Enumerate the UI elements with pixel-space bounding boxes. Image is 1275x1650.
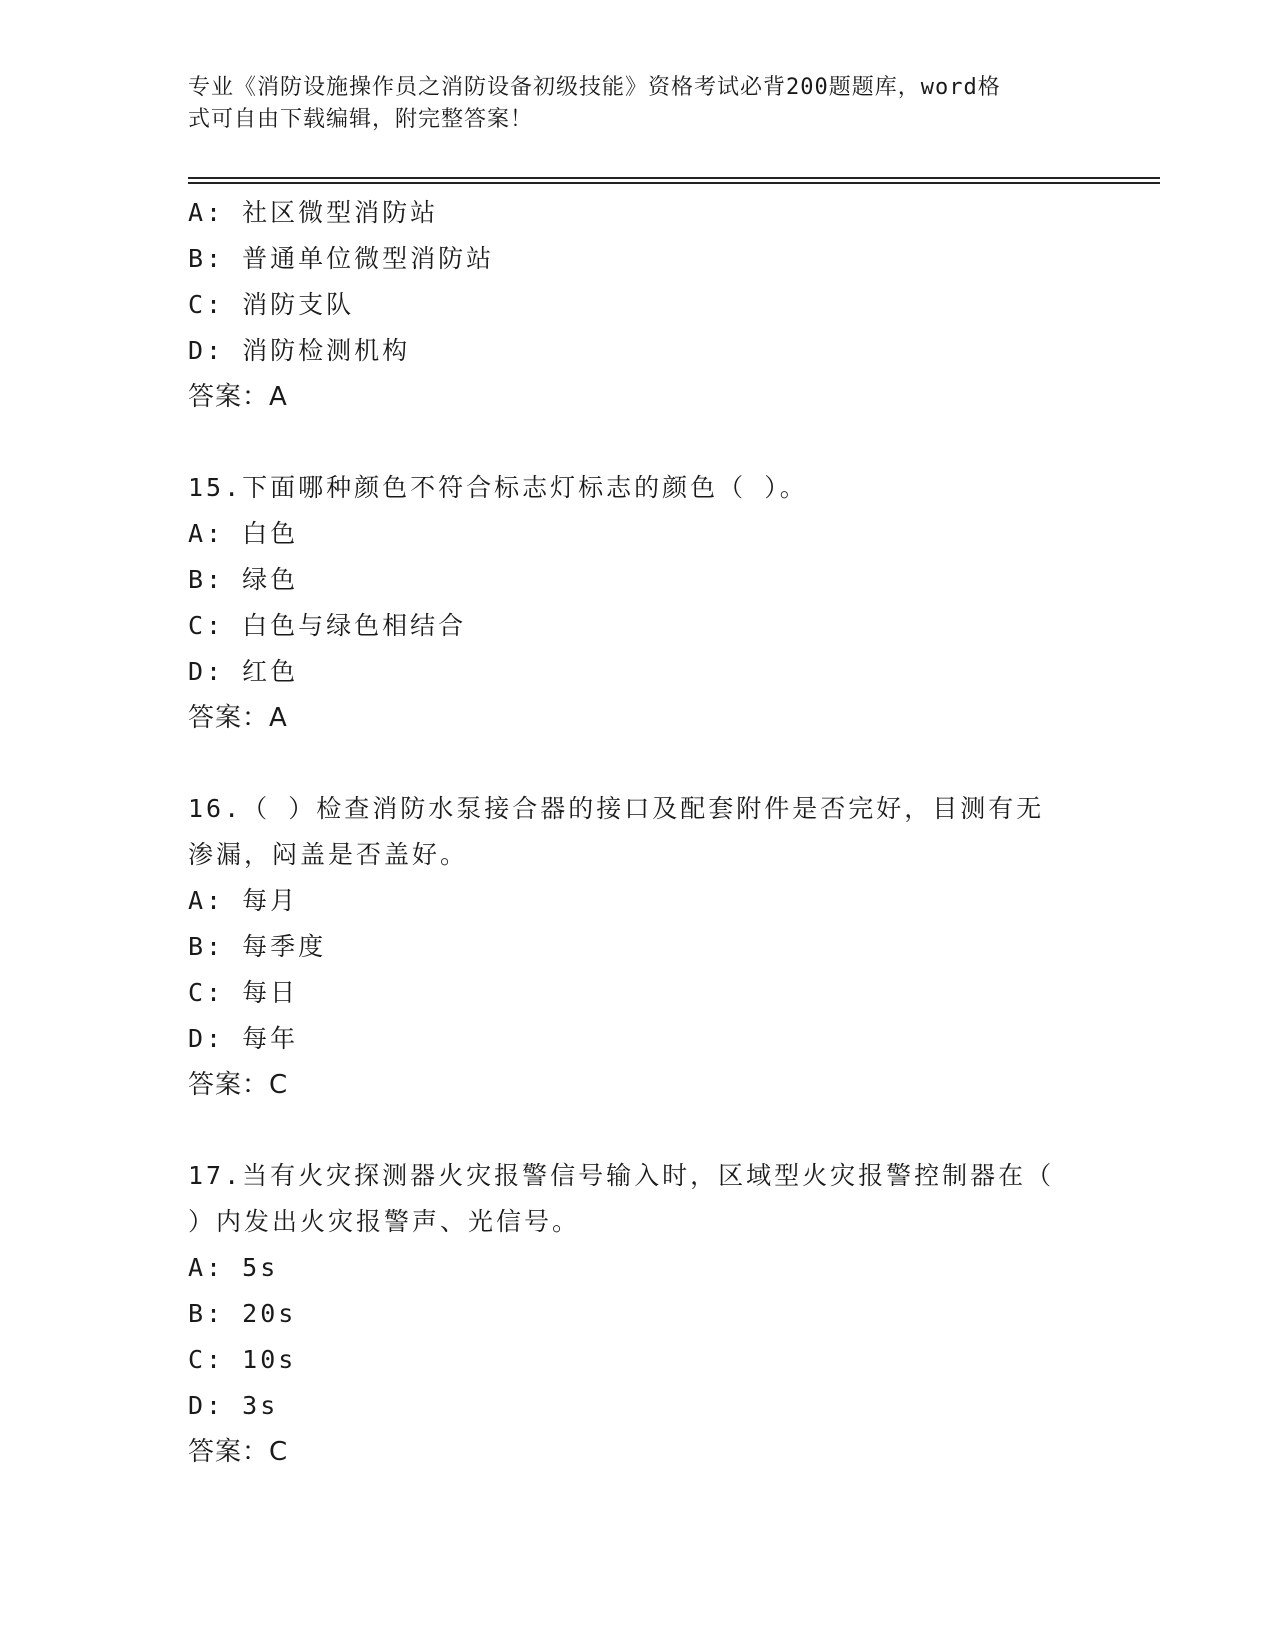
question-block-16 (188, 786, 1088, 1108)
question-text-line-2: ）内发出火灾报警声、光信号。 (188, 1207, 581, 1236)
question-block-17 (188, 1153, 1088, 1475)
header-divider-top (188, 177, 1160, 179)
answer-line: 答案：A (188, 382, 288, 412)
option-b: B: 每季度 (188, 932, 327, 961)
answer-line: 答案：A (188, 703, 288, 733)
option-b: B: 20s (188, 1299, 297, 1328)
option-c: C: 10s (188, 1345, 297, 1374)
option-a: A: 5s (188, 1253, 279, 1282)
option-d: D: 每年 (188, 1024, 299, 1053)
option-a: A: 每月 (188, 886, 299, 915)
answer-line: 答案：C (188, 1070, 289, 1100)
option-a: A: 社区微型消防站 (188, 198, 439, 227)
header-divider-bottom (188, 182, 1160, 184)
question-block-14 (188, 190, 1088, 420)
option-c: C: 消防支队 (188, 290, 355, 319)
question-text-line-1: 17.当有火灾探测器火灾报警信号输入时，区域型火灾报警控制器在（ (188, 1161, 1055, 1190)
option-a: A: 白色 (188, 519, 299, 548)
option-d: D: 红色 (188, 657, 299, 686)
option-d: D: 消防检测机构 (188, 336, 411, 365)
option-c: C: 每日 (188, 978, 299, 1007)
header-line-1: 专业《消防设施操作员之消防设备初级技能》资格考试必背200题题库，word格 (188, 75, 1001, 100)
question-block-15 (188, 465, 1088, 741)
question-text-line-1: 16.（ ）检查消防水泵接合器的接口及配套附件是否完好，目测有无 (188, 794, 1045, 823)
question-text-line-2: 渗漏，闷盖是否盖好。 (188, 840, 469, 869)
question-text: 15.下面哪种颜色不符合标志灯标志的颜色（ ）。 (188, 473, 808, 502)
header-line-2: 式可自由下载编辑，附完整答案！ (188, 107, 534, 132)
question-list (188, 190, 1088, 1475)
option-c: C: 白色与绿色相结合 (188, 611, 467, 640)
option-d: D: 3s (188, 1391, 279, 1420)
answer-line: 答案：C (188, 1437, 289, 1467)
document-header (188, 72, 1068, 136)
option-b: B: 普通单位微型消防站 (188, 244, 495, 273)
option-b: B: 绿色 (188, 565, 299, 594)
